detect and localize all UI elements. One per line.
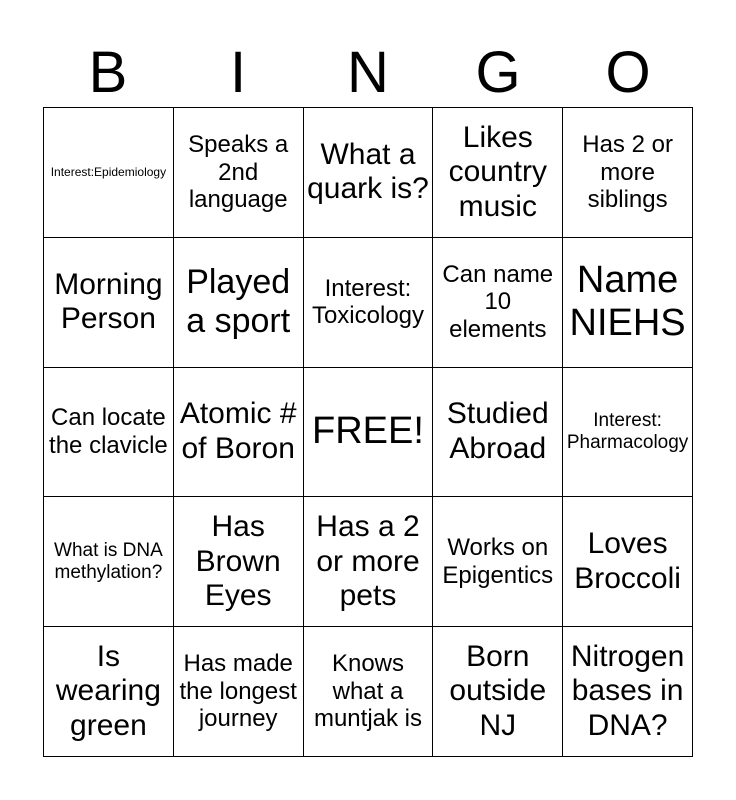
header-letter-i: I xyxy=(229,40,247,105)
bingo-cell[interactable]: Is wearing green xyxy=(44,627,174,757)
bingo-cell[interactable]: Morning Person xyxy=(44,238,174,368)
header-letter-b: B xyxy=(88,40,128,105)
bingo-cell[interactable]: Has Brown Eyes xyxy=(174,497,304,627)
bingo-cell[interactable]: Studied Abroad xyxy=(433,368,563,498)
free-space[interactable]: FREE! xyxy=(304,368,434,498)
bingo-cell[interactable]: Interest:Epidemiology xyxy=(44,108,174,238)
bingo-header xyxy=(43,40,693,106)
bingo-cell[interactable]: Name NIEHS xyxy=(563,238,693,368)
bingo-cell[interactable]: Has made the longest journey xyxy=(174,627,304,757)
bingo-cell[interactable]: Loves Broccoli xyxy=(563,497,693,627)
bingo-cell[interactable]: Interest: Pharmacology xyxy=(563,368,693,498)
bingo-cell[interactable]: Knows what a muntjak is xyxy=(304,627,434,757)
bingo-cell[interactable]: Has 2 or more siblings xyxy=(563,108,693,238)
bingo-cell[interactable]: What is DNA methylation? xyxy=(44,497,174,627)
bingo-cell[interactable]: Has a 2 or more pets xyxy=(304,497,434,627)
bingo-cell[interactable]: Likes country music xyxy=(433,108,563,238)
bingo-cell[interactable]: Can name 10 elements xyxy=(433,238,563,368)
bingo-cell[interactable]: Interest: Toxicology xyxy=(304,238,434,368)
bingo-cell[interactable]: Works on Epigentics xyxy=(433,497,563,627)
header-letter-o: O xyxy=(605,40,651,105)
bingo-cell[interactable]: Played a sport xyxy=(174,238,304,368)
bingo-cell[interactable]: What a quark is? xyxy=(304,108,434,238)
header-letter-g: G xyxy=(475,40,521,105)
bingo-cell[interactable]: Nitrogen bases in DNA? xyxy=(563,627,693,757)
bingo-cell[interactable]: Atomic # of Boron xyxy=(174,368,304,498)
header-letter-n: N xyxy=(347,40,389,105)
bingo-cell[interactable]: Speaks a 2nd language xyxy=(174,108,304,238)
bingo-cell[interactable]: Born outside NJ xyxy=(433,627,563,757)
bingo-cell[interactable]: Can locate the clavicle xyxy=(44,368,174,498)
bingo-grid xyxy=(43,107,693,757)
